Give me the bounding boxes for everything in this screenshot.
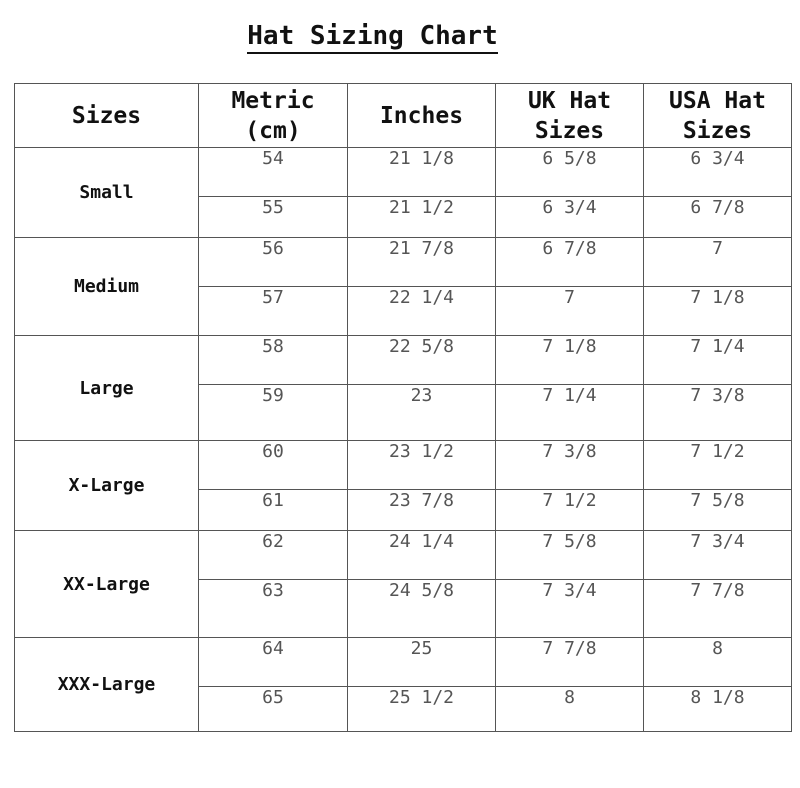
uk-cell: 6 5/8 — [496, 148, 644, 197]
size-name-cell: Large — [15, 336, 199, 441]
usa-cell: 7 7/8 — [644, 580, 792, 638]
inches-cell: 23 — [348, 385, 496, 441]
table-row — [15, 638, 792, 687]
metric-cell: 65 — [199, 687, 348, 732]
table-row — [15, 148, 792, 197]
usa-cell: 7 1/8 — [644, 287, 792, 336]
metric-cell: 64 — [199, 638, 348, 687]
table-row — [15, 531, 792, 580]
inches-cell: 22 5/8 — [348, 336, 496, 385]
metric-cell: 63 — [199, 580, 348, 638]
uk-cell: 7 5/8 — [496, 531, 644, 580]
header-uk: UK Hat Sizes — [496, 84, 644, 148]
inches-cell: 24 5/8 — [348, 580, 496, 638]
metric-cell: 56 — [199, 238, 348, 287]
uk-cell: 6 7/8 — [496, 238, 644, 287]
inches-cell: 24 1/4 — [348, 531, 496, 580]
table-row — [15, 336, 792, 385]
usa-cell: 7 1/2 — [644, 441, 792, 490]
inches-cell: 21 1/8 — [348, 148, 496, 197]
uk-cell: 8 — [496, 687, 644, 732]
uk-cell: 7 1/2 — [496, 490, 644, 531]
usa-cell: 7 3/4 — [644, 531, 792, 580]
usa-cell: 6 3/4 — [644, 148, 792, 197]
metric-cell: 59 — [199, 385, 348, 441]
sizing-table — [14, 83, 792, 732]
size-name-cell: Medium — [15, 238, 199, 336]
header-sizes: Sizes — [15, 84, 199, 148]
uk-cell: 6 3/4 — [496, 197, 644, 238]
chart-title-text: Hat Sizing Chart — [247, 21, 497, 54]
usa-cell: 6 7/8 — [644, 197, 792, 238]
chart-title — [0, 18, 745, 54]
uk-cell: 7 7/8 — [496, 638, 644, 687]
inches-cell: 25 — [348, 638, 496, 687]
size-name-cell: XXX-Large — [15, 638, 199, 732]
usa-cell: 8 — [644, 638, 792, 687]
header-metric: Metric (cm) — [199, 84, 348, 148]
metric-cell: 62 — [199, 531, 348, 580]
uk-cell: 7 3/8 — [496, 441, 644, 490]
header-usa: USA Hat Sizes — [644, 84, 792, 148]
metric-cell: 55 — [199, 197, 348, 238]
usa-cell: 7 3/8 — [644, 385, 792, 441]
inches-cell: 23 1/2 — [348, 441, 496, 490]
size-name-cell: XX-Large — [15, 531, 199, 638]
size-name-cell: X-Large — [15, 441, 199, 531]
uk-cell: 7 1/4 — [496, 385, 644, 441]
inches-cell: 22 1/4 — [348, 287, 496, 336]
metric-cell: 61 — [199, 490, 348, 531]
inches-cell: 21 1/2 — [348, 197, 496, 238]
table-row — [15, 441, 792, 490]
usa-cell: 7 1/4 — [644, 336, 792, 385]
header-inches: Inches — [348, 84, 496, 148]
uk-cell: 7 — [496, 287, 644, 336]
table-row — [15, 238, 792, 287]
usa-cell: 7 5/8 — [644, 490, 792, 531]
metric-cell: 54 — [199, 148, 348, 197]
metric-cell: 57 — [199, 287, 348, 336]
inches-cell: 23 7/8 — [348, 490, 496, 531]
metric-cell: 60 — [199, 441, 348, 490]
header-row — [15, 84, 792, 148]
uk-cell: 7 1/8 — [496, 336, 644, 385]
inches-cell: 21 7/8 — [348, 238, 496, 287]
usa-cell: 8 1/8 — [644, 687, 792, 732]
usa-cell: 7 — [644, 238, 792, 287]
inches-cell: 25 1/2 — [348, 687, 496, 732]
uk-cell: 7 3/4 — [496, 580, 644, 638]
metric-cell: 58 — [199, 336, 348, 385]
size-name-cell: Small — [15, 148, 199, 238]
